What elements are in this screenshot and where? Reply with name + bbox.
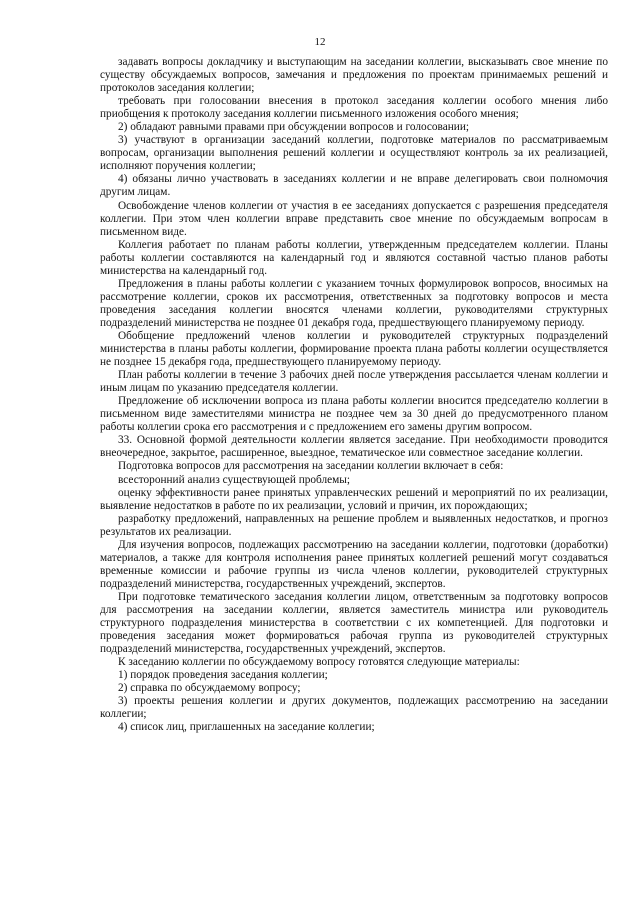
paragraph: 4) обязаны лично участвовать в заседаниях коллегии и не вправе делегировать свои полномочия другим лицам. xyxy=(100,173,608,199)
paragraph: Коллегия работает по планам работы коллегии, утвержденным председателем коллегии. Планы работы коллегии составляются на календарный год и являются составной частью планов работы министерства на календарный год. xyxy=(100,238,608,277)
page-number: 12 xyxy=(314,36,326,48)
paragraph: 3) проекты решения коллегии и других документов, подлежащих рассмотрению на заседании коллегии; xyxy=(100,695,608,721)
paragraph: 4) список лиц, приглашенных на заседание коллегии; xyxy=(118,721,375,734)
paragraph: 2) справка по обсуждаемому вопросу; xyxy=(118,682,301,695)
paragraph: 1) порядок проведения заседания коллегии; xyxy=(118,669,328,682)
paragraph: требовать при голосовании внесения в протокол заседания коллегии особого мнения либо приобщения к протоколу заседания коллегии письменного изложения особого мнения; xyxy=(100,95,608,121)
paragraph: 33. Основной формой деятельности коллегии является заседание. При необходимости проводится внеочередное, закрытое, расширенное, выездное, тематическое или совместное заседание коллегии. xyxy=(100,434,608,460)
paragraph: Для изучения вопросов, подлежащих рассмотрению на заседании коллегии, подготовки (доработки) материалов, а также для контроля исполнения ранее принятых коллегией решений могут создаваться временные комиссии и рабочие группы из числа членов коллегии, руководителей структурных подразделений министерства, государственных учреждений, экспертов. xyxy=(100,538,608,590)
paragraph: Подготовка вопросов для рассмотрения на заседании коллегии включает в себя: xyxy=(118,460,504,473)
paragraph: разработку предложений, направленных на решение проблем и выявленных недостатков, и прогноз результатов их реализации. xyxy=(100,512,608,538)
paragraph: задавать вопросы докладчику и выступающим на заседании коллегии, высказывать свое мнение по существу обсуждаемых вопросов, замечания и предложения по проектам принимаемых решений и протоколов заседания коллегии; xyxy=(100,56,608,95)
paragraph: 3) участвуют в организации заседаний коллегии, подготовке материалов по рассматриваемым вопросам, организации выполнения решений коллегии и осуществляют контроль за их реализацией, исполняют поручения коллегии; xyxy=(100,134,608,173)
paragraph: оценку эффективности ранее принятых управленческих решений и мероприятий по их реализации, выявление недостатков в работе по их реализации, условий и причин, их порождающих; xyxy=(100,486,608,512)
paragraph: Предложение об исключении вопроса из плана работы коллегии вносится председателю коллегии в письменном виде заместителями министра не позднее чем за 30 дней до предусмотренного планом работы коллегии срока его рассмотрения и с предложением его замены другим вопросом. xyxy=(100,395,608,434)
paragraph: Освобождение членов коллегии от участия в ее заседаниях допускается с разрешения председателя коллегии. При этом член коллегии вправе представить свое мнение по обсуждаемым вопросам в письменном виде. xyxy=(100,199,608,238)
paragraph: План работы коллегии в течение 3 рабочих дней после утверждения рассылается членам коллегии и иным лицам по указанию председателя коллегии. xyxy=(100,369,608,395)
document-body xyxy=(100,56,608,734)
paragraph: всесторонний анализ существующей проблемы; xyxy=(118,473,351,486)
paragraph: Обобщение предложений членов коллегии и руководителей структурных подразделений министерства в планы работы коллегии, формирование проекта плана работы коллегии осуществляется не позднее 15 декабря года, предшествующего планируемому периоду. xyxy=(100,329,608,369)
paragraph: Предложения в планы работы коллегии с указанием точных формулировок вопросов, вносимых на рассмотрение коллегии, сроков их рассмотрения, ответственных за подготовку вопросов и места проведения заседания коллегии вносятся членами коллегии, руководителями структурных подразделений министерства не позднее 01 декабря года, предшествующего планируемому периоду. xyxy=(100,277,608,329)
paragraph: К заседанию коллегии по обсуждаемому вопросу готовятся следующие материалы: xyxy=(118,656,520,669)
paragraph: 2) обладают равными правами при обсуждении вопросов и голосовании; xyxy=(118,121,470,134)
paragraph: При подготовке тематического заседания коллегии лицом, ответственным за подготовку вопросов для рассмотрения на заседании коллегии, является заместитель министра или руководитель структурного подразделения министерства в соответствии с их компетенцией. Для подготовки и проведения заседания может формироваться рабочая группа из руководителей структурных подразделений министерства, государственных учреждений, экспертов. xyxy=(100,590,608,656)
